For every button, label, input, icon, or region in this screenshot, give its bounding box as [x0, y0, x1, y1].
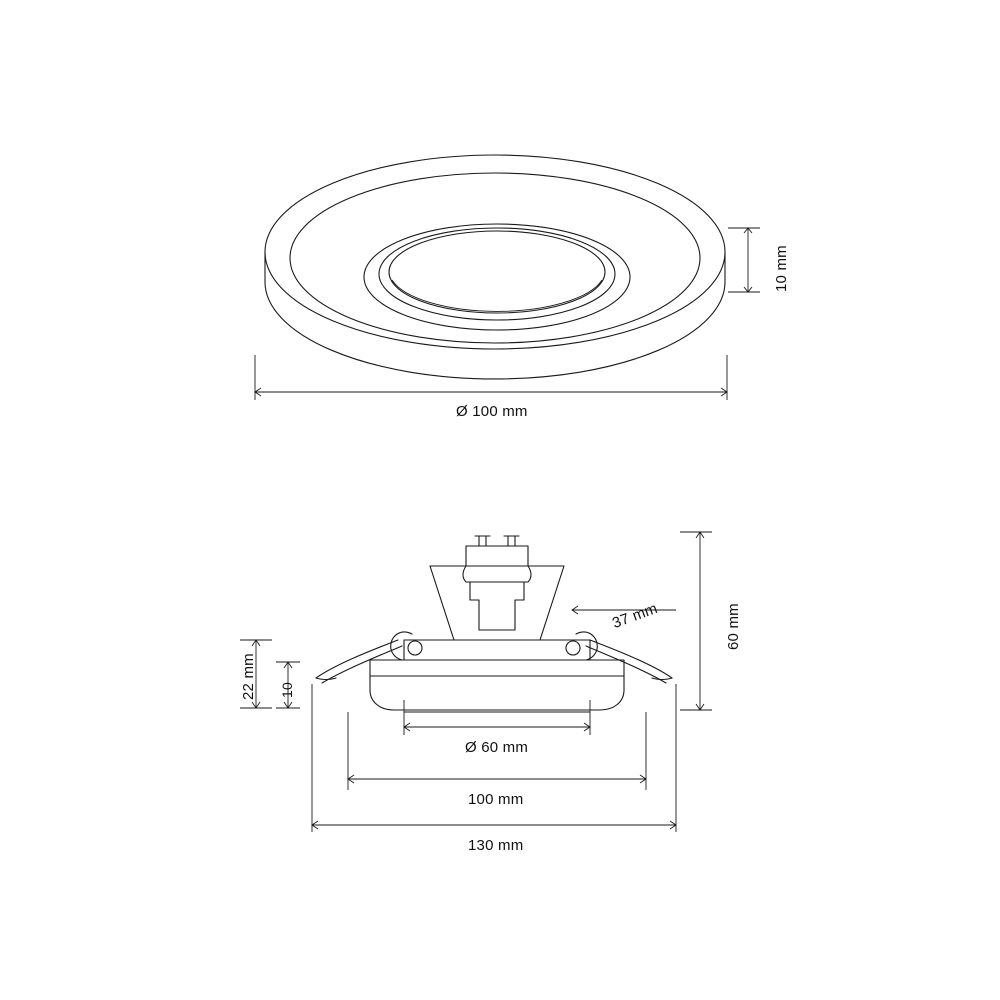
label-spring-length: 37 mm [610, 599, 660, 632]
dim-top-diameter [255, 355, 727, 400]
label-top-diameter: Ø 100 mm [456, 403, 528, 420]
label-total-height: 60 mm [725, 603, 742, 650]
label-body-height: 22 mm [240, 653, 257, 700]
dim-top-height [728, 228, 760, 292]
label-outer-diameter: 130 mm [468, 837, 524, 854]
label-cutout-diameter: Ø 60 mm [465, 739, 529, 756]
label-frame-height: 10 [279, 682, 295, 698]
dim-outer-diameter [312, 684, 676, 832]
dim-cutout-diameter [404, 700, 590, 735]
label-frame-diameter: 100 mm [468, 791, 524, 808]
side-section-view [240, 532, 712, 832]
dim-total-height [680, 532, 712, 710]
label-top-height: 10 mm [773, 245, 790, 292]
top-perspective-view [255, 155, 760, 400]
